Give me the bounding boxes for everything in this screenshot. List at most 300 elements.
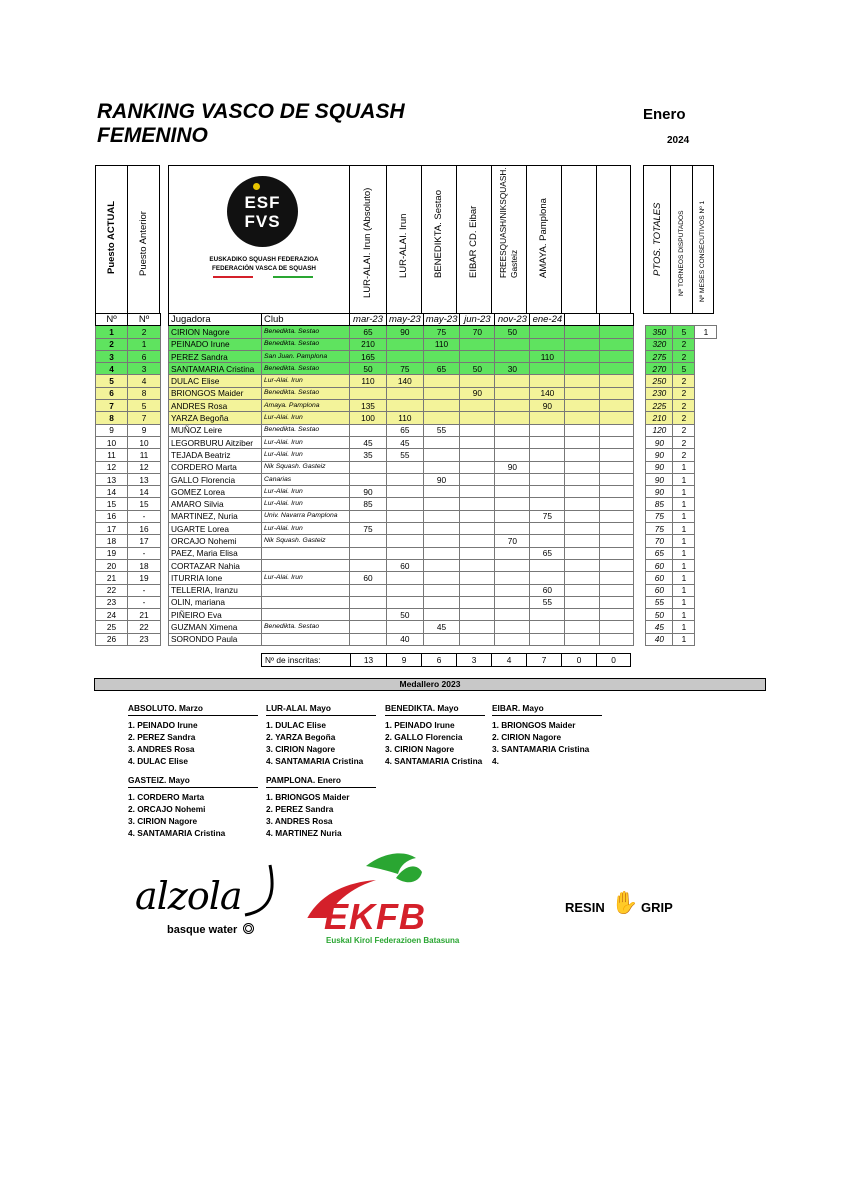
tournament-score: 50 (350, 363, 387, 375)
previous-position: 1 (128, 338, 161, 350)
inscritas-label: Nº de inscritas: (262, 654, 351, 667)
tournament-score (495, 572, 530, 584)
medal-item: 3. ANDRES Rosa (128, 744, 195, 754)
previous-position: 3 (128, 363, 161, 375)
table-row (96, 473, 717, 485)
medal-item: 3. ANDRES Rosa (266, 816, 333, 826)
months-number-one (695, 400, 717, 412)
tournament-score (460, 621, 495, 633)
tournament-score: 55 (387, 449, 424, 461)
tournament-score (600, 412, 634, 424)
previous-position: 7 (128, 412, 161, 424)
tournament-name-5-text: FREESQUASH/NIKSQUASH. Gasteiz (498, 167, 519, 278)
tournament-score (565, 424, 600, 436)
medal-item: 4. MARTINEZ Nuria (266, 828, 342, 838)
tournament-score (460, 535, 495, 547)
previous-position: 2 (128, 326, 161, 338)
tournament-score: 90 (387, 326, 424, 338)
col-gap (634, 363, 646, 375)
tournament-score (423, 412, 460, 424)
points-header (643, 165, 671, 314)
tournament-score (460, 633, 495, 645)
tournament-score: 50 (495, 326, 530, 338)
table-row (96, 609, 717, 621)
tournament-score (495, 350, 530, 362)
previous-position: 5 (128, 400, 161, 412)
col-gap (634, 338, 646, 350)
tournament-score (387, 400, 424, 412)
medal-item: 4. SANTAMARIA Cristina (266, 756, 364, 766)
tournament-score (460, 461, 495, 473)
medal-item: 2. GALLO Florencia (385, 732, 463, 742)
tournament-score: 90 (495, 461, 530, 473)
medal-group-title: LUR-ALAI. Mayo (266, 703, 376, 716)
col-header-player: Jugadora (169, 314, 262, 326)
table-row (96, 400, 717, 412)
previous-position: 15 (128, 498, 161, 510)
tournament-score (495, 412, 530, 424)
ekfb-wordmark: EKFB (324, 896, 426, 937)
tournament-score (530, 559, 565, 571)
current-position: 4 (96, 363, 128, 375)
col-gap (634, 609, 646, 621)
tournament-score (530, 633, 565, 645)
col-gap (161, 375, 169, 387)
total-points: 85 (646, 498, 673, 510)
tournament-score (350, 584, 387, 596)
medal-group-title: PAMPLONA. Enero (266, 775, 376, 788)
previous-position: 16 (128, 523, 161, 535)
logo-line-1: EUSKADIKO SQUASH FEDERAZIOA (209, 256, 319, 263)
tournament-score (387, 338, 424, 350)
total-points: 320 (646, 338, 673, 350)
inscritas-count: 0 (562, 654, 597, 667)
current-position: 9 (96, 424, 128, 436)
months-number-one (695, 486, 717, 498)
table-row (96, 510, 717, 522)
tournament-score (565, 498, 600, 510)
col-gap (161, 387, 169, 399)
medal-item: 2. PEREZ Sandra (128, 732, 196, 742)
tournament-score: 55 (423, 424, 460, 436)
medal-item: 2. YARZA Begoña (266, 732, 336, 742)
tournament-score (495, 449, 530, 461)
col-header-club: Club (262, 314, 350, 326)
table-row (96, 633, 717, 645)
tournament-score (600, 486, 634, 498)
club-name: San Juan. Pamplona (262, 350, 350, 362)
col-gap (634, 314, 646, 326)
medal-item: 3. CIRION Nagore (128, 816, 198, 826)
medal-item: 2. ORCAJO Nohemi (128, 804, 206, 814)
tournament-date: may-23 (387, 314, 424, 326)
tournament-score (350, 633, 387, 645)
tournament-score (530, 535, 565, 547)
tournaments-played: 5 (673, 326, 695, 338)
previous-position: 9 (128, 424, 161, 436)
resin-grip-logo (565, 890, 685, 920)
total-points: 120 (646, 424, 673, 436)
medal-group (385, 703, 485, 767)
total-points: 90 (646, 449, 673, 461)
player-name: MARTINEZ, Nuria (169, 510, 262, 522)
tournaments-played: 2 (673, 436, 695, 448)
tournament-score: 75 (350, 523, 387, 535)
tournament-score (423, 572, 460, 584)
tournament-score (350, 559, 387, 571)
tournament-score (387, 350, 424, 362)
medal-item: 4. SANTAMARIA Cristina (385, 756, 483, 766)
tournament-score (565, 412, 600, 424)
col-gap (634, 387, 646, 399)
tournament-date (565, 314, 600, 326)
col-gap (161, 400, 169, 412)
col-gap (161, 314, 169, 326)
table-row (96, 486, 717, 498)
tournament-col-sep (349, 165, 350, 314)
months-number-one (695, 633, 717, 645)
current-position: 14 (96, 486, 128, 498)
table-row (96, 596, 717, 608)
tournament-score (460, 510, 495, 522)
club-name: Benedikta. Sestao (262, 338, 350, 350)
months-number-one (695, 436, 717, 448)
tournament-score: 110 (387, 412, 424, 424)
tournament-score (387, 510, 424, 522)
tournament-score (423, 547, 460, 559)
tournament-score (495, 547, 530, 559)
player-name: PEINADO Irune (169, 338, 262, 350)
tournament-score (460, 523, 495, 535)
table-row (96, 498, 717, 510)
club-name (262, 596, 350, 608)
logo-fvs: FVS (244, 212, 281, 231)
tournament-score (423, 461, 460, 473)
club-name: Lur-Alai. Irun (262, 375, 350, 387)
tournaments-played: 1 (673, 633, 695, 645)
tournament-score (387, 498, 424, 510)
club-name: Benedikta. Sestao (262, 326, 350, 338)
tournament-score (387, 535, 424, 547)
tournament-score (530, 498, 565, 510)
player-name: GOMEZ Lorea (169, 486, 262, 498)
player-name: CORTAZAR Nahia (169, 559, 262, 571)
tournament-score (530, 338, 565, 350)
months-number-one (695, 609, 717, 621)
tournament-score: 75 (530, 510, 565, 522)
points-header-label: PTOS. TOTALES (652, 202, 663, 276)
tournament-score (600, 523, 634, 535)
tournament-score (495, 400, 530, 412)
tournaments-played: 1 (673, 535, 695, 547)
tournament-score (423, 449, 460, 461)
tournament-score: 35 (350, 449, 387, 461)
months-number-one (695, 547, 717, 559)
esf-fvs-logo (205, 172, 345, 292)
ranking-table (95, 313, 717, 646)
months-number-one (695, 596, 717, 608)
total-points: 50 (646, 609, 673, 621)
tournament-score (495, 596, 530, 608)
player-name: SANTAMARIA Cristina (169, 363, 262, 375)
player-name: ANDRES Rosa (169, 400, 262, 412)
tournament-score (350, 535, 387, 547)
tournaments-played: 1 (673, 486, 695, 498)
tournaments-played: 2 (673, 387, 695, 399)
medal-item: 3. SANTAMARIA Cristina (492, 744, 590, 754)
months-number-one (695, 510, 717, 522)
tournament-score: 85 (350, 498, 387, 510)
tournament-date: may-23 (423, 314, 460, 326)
tournament-score: 110 (530, 350, 565, 362)
tournament-score (530, 486, 565, 498)
tournament-score (350, 461, 387, 473)
tournament-col-sep (491, 165, 492, 314)
col-gap (161, 510, 169, 522)
tournament-score: 45 (423, 621, 460, 633)
total-points: 90 (646, 436, 673, 448)
tournament-score (495, 486, 530, 498)
table-row (96, 572, 717, 584)
col-gap (161, 449, 169, 461)
tournament-score: 65 (350, 326, 387, 338)
tournament-score (600, 400, 634, 412)
tournament-score (565, 510, 600, 522)
player-name: DULAC Elise (169, 375, 262, 387)
inscritas-count: 6 (422, 654, 457, 667)
tournament-score: 45 (387, 436, 424, 448)
current-position: 21 (96, 572, 128, 584)
table-row (96, 535, 717, 547)
tournament-score (495, 584, 530, 596)
table-row (96, 621, 717, 633)
tournaments-played: 2 (673, 424, 695, 436)
tournament-score (495, 387, 530, 399)
tournament-score (600, 547, 634, 559)
tournament-score (565, 338, 600, 350)
tournament-score (495, 473, 530, 485)
months-number-one (695, 412, 717, 424)
current-position: 20 (96, 559, 128, 571)
tournament-score: 65 (387, 424, 424, 436)
tournament-score (423, 375, 460, 387)
tournament-score: 110 (350, 375, 387, 387)
tournament-score (530, 375, 565, 387)
col-gap (634, 572, 646, 584)
tournament-score (495, 424, 530, 436)
tournament-score (423, 510, 460, 522)
tournament-score (600, 473, 634, 485)
medal-item: 1. PEINADO Irune (128, 720, 198, 730)
tournament-score (460, 338, 495, 350)
tournament-score (387, 486, 424, 498)
tournament-date: jun-23 (460, 314, 495, 326)
tournament-score (565, 436, 600, 448)
player-name: MUÑOZ Leire (169, 424, 262, 436)
col-gap (161, 436, 169, 448)
total-points: 250 (646, 375, 673, 387)
tournament-col-sep (421, 165, 422, 314)
tournament-score (460, 350, 495, 362)
tournament-score (600, 633, 634, 645)
tournament-score (460, 572, 495, 584)
tournament-score (530, 572, 565, 584)
tournament-score (600, 350, 634, 362)
col-gap (634, 473, 646, 485)
current-position: 19 (96, 547, 128, 559)
col-gap (634, 547, 646, 559)
tournament-date: mar-23 (350, 314, 387, 326)
medal-group-title: GASTEIZ. Mayo (128, 775, 258, 788)
played-header (670, 165, 693, 314)
tournament-score (530, 461, 565, 473)
table-row (96, 523, 717, 535)
tournament-score (423, 596, 460, 608)
months-number-one: 1 (695, 326, 717, 338)
table-row (96, 547, 717, 559)
tournament-score (460, 412, 495, 424)
current-position: 24 (96, 609, 128, 621)
player-name: TEJADA Beatriz (169, 449, 262, 461)
tournament-score (460, 498, 495, 510)
current-position: 5 (96, 375, 128, 387)
club-name (262, 584, 350, 596)
total-points: 75 (646, 510, 673, 522)
tournament-score (495, 621, 530, 633)
tournament-score (600, 559, 634, 571)
club-name: Lur-Alai. Irun (262, 523, 350, 535)
tournament-score (387, 621, 424, 633)
total-points: 270 (646, 363, 673, 375)
player-name: GALLO Florencia (169, 473, 262, 485)
player-name: CORDERO Marta (169, 461, 262, 473)
tournament-col-sep (526, 165, 527, 314)
total-points: 225 (646, 400, 673, 412)
tournament-score (460, 486, 495, 498)
current-position: 8 (96, 412, 128, 424)
played-header-label: Nº TORNEOS DISPUTADOS (678, 210, 685, 296)
tournament-score: 45 (350, 436, 387, 448)
col-gap (634, 412, 646, 424)
tournament-score (565, 609, 600, 621)
tournaments-played: 2 (673, 400, 695, 412)
col-gap (634, 461, 646, 473)
club-name (262, 609, 350, 621)
tournament-score: 165 (350, 350, 387, 362)
player-name: PAEZ, Maria Elisa (169, 547, 262, 559)
inscritas-table (261, 653, 631, 667)
current-position: 12 (96, 461, 128, 473)
tournament-score: 60 (350, 572, 387, 584)
tournaments-played: 2 (673, 338, 695, 350)
table-row (96, 363, 717, 375)
table-row (96, 584, 717, 596)
tournament-score: 50 (387, 609, 424, 621)
tournament-score (600, 498, 634, 510)
tournament-score (530, 523, 565, 535)
tournament-score (460, 449, 495, 461)
tournament-score (530, 621, 565, 633)
table-row (96, 326, 717, 338)
tournament-name-5 (494, 167, 524, 286)
club-name: Benedikta. Sestao (262, 424, 350, 436)
medal-item: 4. (492, 756, 499, 766)
col-gap (634, 400, 646, 412)
table-row (96, 375, 717, 387)
tournament-score (565, 621, 600, 633)
table-row (96, 338, 717, 350)
col-gap (634, 436, 646, 448)
tournament-score: 75 (387, 363, 424, 375)
current-position: 17 (96, 523, 128, 535)
tournament-score (387, 572, 424, 584)
previous-position: 19 (128, 572, 161, 584)
total-points: 70 (646, 535, 673, 547)
tournament-score (460, 400, 495, 412)
logo-dot (253, 183, 260, 190)
tournament-score (600, 387, 634, 399)
current-position: 3 (96, 350, 128, 362)
tournament-name-6: AMAYA. Pamplona (538, 198, 549, 278)
col-gap (161, 461, 169, 473)
club-name: Benedikta. Sestao (262, 387, 350, 399)
tournament-score (565, 387, 600, 399)
player-name: UGARTE Lorea (169, 523, 262, 535)
col-gap (634, 559, 646, 571)
col-gap (161, 486, 169, 498)
tournament-score (460, 547, 495, 559)
tournament-score (565, 326, 600, 338)
tournament-score (350, 387, 387, 399)
tournament-score (600, 572, 634, 584)
col-gap (673, 314, 695, 326)
tournaments-played: 2 (673, 412, 695, 424)
total-points: 60 (646, 572, 673, 584)
title-line-1: RANKING VASCO DE SQUASH (97, 100, 405, 123)
tournaments-played: 2 (673, 375, 695, 387)
player-name: ITURRIA Ione (169, 572, 262, 584)
current-position: 16 (96, 510, 128, 522)
tournament-score (387, 461, 424, 473)
tournament-date (600, 314, 634, 326)
previous-position: 14 (128, 486, 161, 498)
current-position: 13 (96, 473, 128, 485)
current-position: 6 (96, 387, 128, 399)
tournament-score: 65 (530, 547, 565, 559)
tournament-score (530, 412, 565, 424)
player-name: SORONDO Paula (169, 633, 262, 645)
club-name: Lur-Alai. Irun (262, 498, 350, 510)
alzola-subtitle: basque water (167, 924, 238, 936)
months-number-one (695, 621, 717, 633)
months-number-one (695, 572, 717, 584)
tournament-score (495, 510, 530, 522)
col-gap (695, 314, 717, 326)
previous-position: - (128, 596, 161, 608)
medal-item: 4. DULAC Elise (128, 756, 188, 766)
medal-item: 4. SANTAMARIA Cristina (128, 828, 226, 838)
total-points: 230 (646, 387, 673, 399)
months-number-one (695, 338, 717, 350)
player-name: PEREZ Sandra (169, 350, 262, 362)
current-position: 2 (96, 338, 128, 350)
current-position: 22 (96, 584, 128, 596)
logo-esf: ESF (244, 193, 281, 212)
tournament-score (600, 375, 634, 387)
tournament-score: 75 (423, 326, 460, 338)
inscritas-count: 3 (457, 654, 492, 667)
player-name: BRIONGOS Maider (169, 387, 262, 399)
